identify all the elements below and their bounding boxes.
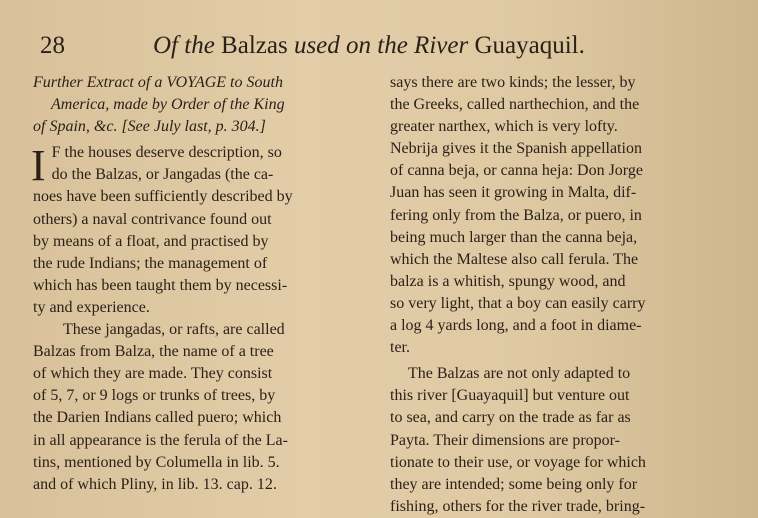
text-line: America, made by Order of the King (51, 96, 285, 114)
text-line: this river [Guayaquil] but venture out (390, 387, 630, 405)
running-head (40, 30, 740, 62)
text-line: and of which Pliny, in lib. 13. cap. 12. (33, 475, 277, 493)
left-column (33, 72, 369, 496)
text-line: tionate to their use, or voyage for which (390, 453, 646, 471)
title-part: used on the River (293, 32, 475, 59)
text-line: balza is a whitish, spungy wood, and (390, 272, 626, 290)
paragraph (390, 72, 726, 359)
text-line: being much larger than the canna beja, (390, 228, 638, 246)
text-line: of Spain, &c. [See July last, p. 304.] (33, 118, 266, 136)
text-line: says there are two kinds; the lesser, by (390, 74, 636, 91)
text-line: The Balzas are not only adapted to (408, 365, 631, 383)
text-line: Further Extract of a VOYAGE to South (33, 74, 283, 91)
text-line: a log 4 yards long, and a foot in diame- (390, 317, 642, 335)
drop-capital: I (31, 141, 46, 191)
text-line: do the Balzas, or Jangadas (the ca- (51, 166, 274, 184)
text-line: by means of a float, and practised by (33, 232, 269, 250)
text-line: Balzas from Balza, the name of a tree (33, 343, 274, 361)
text-line: so very light, that a boy can easily carry (390, 294, 646, 312)
paragraph (390, 363, 726, 518)
article-intro (33, 72, 369, 138)
paragraph (33, 142, 369, 319)
page-number: 28 (40, 32, 65, 59)
page-title (153, 30, 585, 62)
text-line: which the Maltese also call ferula. The (390, 250, 639, 268)
right-column (390, 72, 726, 518)
text-line: noes have been sufficiently described by (33, 188, 293, 206)
text-line: fering only from the Balza, or puero, in (390, 206, 642, 224)
paragraph (33, 319, 369, 496)
text-line: Juan has seen it growing in Malta, dif- (390, 184, 637, 202)
title-part: Guayaquil. (474, 32, 585, 59)
text-line: the Darien Indians called puero; which (33, 409, 282, 427)
text-line: they are intended; some being only for (390, 475, 638, 493)
text-line: of 5, 7, or 9 logs or trunks of trees, by (33, 387, 276, 405)
text-line: others) a naval contrivance found out (33, 210, 272, 228)
text-line: ty and experience. (33, 298, 150, 316)
title-part: Of the (153, 32, 222, 59)
text-line: fishing, others for the river trade, bring- (390, 497, 646, 515)
title-part: Balzas (221, 32, 294, 59)
text-line: of canna beja, or canna heja: Don Jorge (390, 162, 643, 180)
text-line: of which they are made. They consist (33, 365, 273, 383)
text-line: greater narthex, which is very lofty. (390, 118, 618, 136)
text-line: Nebrija gives it the Spanish appellation (390, 140, 642, 158)
text-line: These jangadas, or rafts, are called (63, 321, 285, 339)
text-line: F the houses deserve description, so (51, 144, 282, 162)
text-line: to sea, and carry on the trade as far as (390, 409, 631, 427)
text-line: tins, mentioned by Columella in lib. 5. (33, 453, 280, 471)
text-line: the Greeks, called narthechion, and the (390, 96, 640, 114)
text-line: in all appearance is the ferula of the La- (33, 431, 288, 449)
text-line: Payta. Their dimensions are propor- (390, 431, 620, 449)
text-line: the rude Indians; the management of (33, 254, 268, 272)
text-line: which has been taught them by necessi- (33, 276, 288, 294)
text-line: ter. (390, 339, 410, 357)
